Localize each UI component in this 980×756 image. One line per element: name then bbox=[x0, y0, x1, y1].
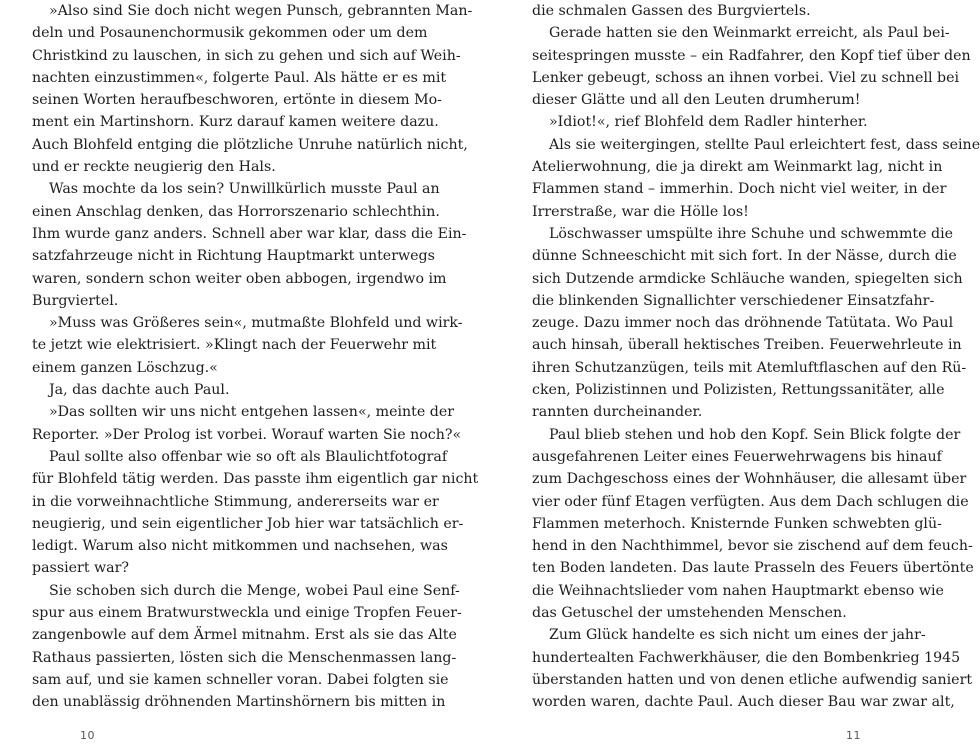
text-line: für Blohfeld tätig werden. Das passte ihm eigentlich gar nicht bbox=[32, 471, 479, 488]
text-line: Paul blieb stehen und hob den Kopf. Sein Blick folgte der bbox=[549, 426, 961, 443]
text-line: das Getuschel der umstehenden Menschen. bbox=[532, 605, 847, 622]
page-number-right: 11 bbox=[846, 729, 861, 742]
text-line: einen Anschlag denken, das Horrorszenario schlechthin. bbox=[32, 203, 440, 220]
text-line: sich Dutzende armdicke Schläuche wanden, spiegelten sich bbox=[532, 270, 963, 287]
left-page bbox=[32, 0, 479, 714]
text-line: ihren Schutzanzügen, teils mit Atemluftflaschen auf den Rü- bbox=[532, 359, 967, 376]
text-line: rannten durcheinander. bbox=[532, 404, 703, 421]
text-line: nachten einzustimmen«, folgerte Paul. Als hätte er es mit bbox=[32, 69, 447, 86]
text-line: sam auf, und sie kamen schneller voran. Dabei folgten sie bbox=[32, 671, 449, 688]
text-line: hundertealten Fachwerkhäuser, die den Bombenkrieg 1945 bbox=[532, 649, 961, 666]
text-line: spur aus einem Bratwurstweckla und einige Tropfen Feuer- bbox=[32, 605, 462, 622]
text-line: überstanden hatten und von denen etliche aufwendig saniert bbox=[532, 671, 973, 688]
text-line: »Das sollten wir uns nicht entgehen lassen«, meinte der bbox=[49, 404, 455, 421]
text-line: deln und Posaunenchormusik gekommen oder um dem bbox=[32, 25, 428, 42]
text-line: Zum Glück handelte es sich nicht um eines der jahr- bbox=[549, 627, 926, 644]
text-line: Flammen meterhoch. Knisternde Funken schwebten glü- bbox=[532, 515, 942, 532]
text-line: waren, sondern schon weiter oben abbogen, irgendwo im bbox=[32, 270, 447, 287]
text-line: Irrerstraße, war die Hölle los! bbox=[532, 203, 749, 220]
text-line: Auch Blohfeld entging die plötzliche Unruhe natürlich nicht, bbox=[32, 136, 468, 153]
text-line: Sie schoben sich durch die Menge, wobei Paul eine Senf- bbox=[49, 582, 460, 599]
text-line: und er reckte neugierig den Hals. bbox=[32, 159, 276, 176]
right-page bbox=[532, 0, 980, 714]
text-line: Gerade hatten sie den Weinmarkt erreicht, als Paul bei- bbox=[549, 25, 950, 42]
text-line: passiert war? bbox=[32, 560, 130, 577]
text-line: in die vorweihnachtliche Stimmung, andererseits war er bbox=[32, 493, 439, 510]
text-line: Burgviertel. bbox=[32, 292, 119, 309]
text-line: dünne Schneeschicht mit sich fort. In der Nässe, durch die bbox=[532, 248, 957, 265]
text-line: »Idiot!«, rief Blohfeld dem Radler hinterher. bbox=[549, 114, 868, 131]
text-line: ledigt. Warum also nicht mitkommen und nachsehen, was bbox=[32, 538, 448, 555]
text-line: Atelierwohnung, die ja direkt am Weinmarkt lag, nicht in bbox=[532, 159, 943, 176]
text-line: dieser Glätte und all den Leuten drumherum! bbox=[532, 92, 861, 109]
text-line: worden waren, dachte Paul. Auch dieser Bau war zwar alt, bbox=[532, 694, 955, 711]
text-line: ausgefahrenen Leiter eines Feuerwehrwagens bis hinauf bbox=[532, 448, 942, 465]
text-line: cken, Polizistinnen und Polizisten, Rettungssanitäter, alle bbox=[532, 382, 945, 399]
text-line: die schmalen Gassen des Burgviertels. bbox=[532, 3, 811, 19]
text-line: den unablässig dröhnenden Martinshörnern bis mitten in bbox=[32, 694, 446, 711]
text-line: Rathaus passierten, lösten sich die Menschenmassen lang- bbox=[32, 649, 457, 666]
text-line: Ja, das dachte auch Paul. bbox=[49, 382, 230, 399]
text-line: Paul sollte also offenbar wie so oft als Blaulichtfotograf bbox=[49, 448, 448, 465]
text-line: zum Dachgeschoss eines der Wohnhäuser, die allesamt über bbox=[532, 471, 967, 488]
text-line: seitespringen musste – ein Radfahrer, den Kopf tief über den bbox=[532, 47, 971, 64]
text-line: vier oder fünf Etagen verfügten. Aus dem Dach schlugen die bbox=[532, 493, 969, 510]
text-line: neugierig, und sein eigentlicher Job hier war tatsächlich er- bbox=[32, 515, 464, 532]
text-line: satzfahrzeuge nicht in Richtung Hauptmarkt unterwegs bbox=[32, 248, 435, 265]
text-line: ment ein Martinshorn. Kurz darauf kamen weitere dazu. bbox=[32, 114, 439, 131]
text-line: zangenbowle auf dem Ärmel mitnahm. Erst als sie das Alte bbox=[32, 627, 457, 644]
text-line: die Weihnachtslieder vom nahen Hauptmarkt ebenso wie bbox=[532, 582, 944, 599]
text-line: »Also sind Sie doch nicht wegen Punsch, gebrannten Man- bbox=[49, 3, 473, 19]
text-line: Löschwasser umspülte ihre Schuhe und schwemmte die bbox=[549, 225, 954, 242]
text-line: hend in den Nachthimmel, bevor sie zischend auf dem feuch- bbox=[532, 538, 973, 555]
text-line: Ihm wurde ganz anders. Schnell aber war klar, dass die Ein- bbox=[32, 225, 467, 242]
text-line: Flammen stand – immerhin. Doch nicht viel weiter, in der bbox=[532, 181, 947, 198]
text-line: Was mochte da los sein? Unwillkürlich musste Paul an bbox=[49, 181, 440, 198]
text-line: ten Boden landeten. Das laute Prasseln des Feuers übertönte bbox=[532, 560, 974, 577]
text-line: te jetzt wie elektrisiert. »Klingt nach der Feuerwehr mit bbox=[32, 337, 437, 354]
text-line: auch hinsah, überall hektisches Treiben. Feuerwehrleute in bbox=[532, 337, 962, 354]
text-line: Lenker gebeugt, schoss an ihnen vorbei. Viel zu schnell bei bbox=[532, 69, 960, 86]
text-line: seinen Worten heraufbeschworen, ertönte in diesem Mo- bbox=[32, 92, 442, 109]
text-line: »Muss was Größeres sein«, mutmaßte Blohfeld und wirk- bbox=[49, 315, 463, 332]
text-line: Christkind zu lauschen, in sich zu gehen und sich auf Weih- bbox=[32, 47, 461, 64]
text-line: zeuge. Dazu immer noch das dröhnende Tatütata. Wo Paul bbox=[532, 315, 954, 332]
text-line: Reporter. »Der Prolog ist vorbei. Worauf warten Sie noch?« bbox=[32, 426, 462, 443]
text-line: einem ganzen Löschzug.« bbox=[32, 359, 218, 376]
text-line: Als sie weitergingen, stellte Paul erleichtert fest, dass seine bbox=[549, 136, 980, 153]
page-number-left: 10 bbox=[80, 729, 95, 742]
text-line: die blinkenden Signallichter verschiedener Einsatzfahr- bbox=[532, 292, 935, 309]
